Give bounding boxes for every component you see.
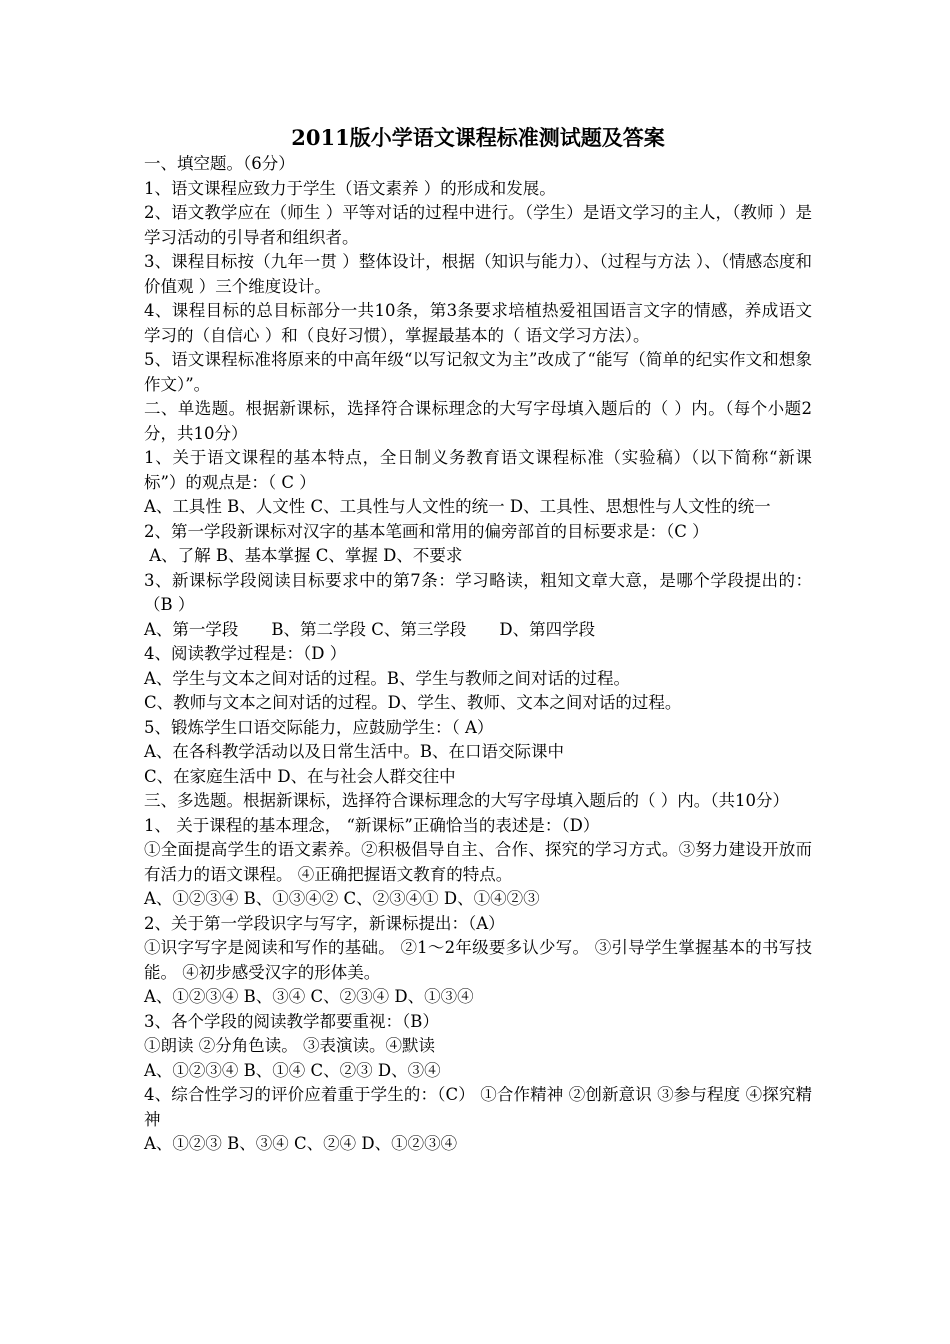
paragraph: A、了解 B、基本掌握 C、掌握 D、不要求 [144, 546, 463, 565]
section-heading-multi-choice: 三、多选题。根据新课标，选择符合课标理念的大写字母填入题后的（ ）内。（共10分） [144, 791, 789, 810]
paragraph: ①识字写字是阅读和写作的基础。 ②1～2年级要多认少写。 ③引导学生掌握基本的书写技能。 ④初步感受汉字的形体美。 [144, 938, 812, 982]
paragraph: C、教师与文本之间对话的过程。D、学生、教师、文本之间对话的过程。 [144, 693, 682, 712]
paragraph: C、在家庭生活中 D、在与社会人群交往中 [144, 766, 456, 786]
paragraph: 2、关于第一学段识字与写字，新课标提出：（A） [144, 913, 505, 933]
paragraph: ①朗读 ②分角色读。 ③表演读。④默读 [144, 1036, 435, 1055]
paragraph: 5、语文课程标准将原来的中高年级“以写记叙文为主”改成了“能写（简单的纪实作文和想象作文）”。 [144, 350, 812, 394]
paragraph: A、①②③ B、③④ C、②④ D、①②③④ [144, 1134, 458, 1153]
paragraph: A、第一学段 B、第二学段 C、第三学段 D、第四学段 [144, 619, 596, 639]
paragraph: 4、课程目标的总目标部分一共10条，第3条要求培植热爱祖国语言文字的情感，养成语文学习的（自信心 ）和（良好习惯），掌握最基本的（ 语文学习方法）。 [144, 301, 812, 345]
paragraph: 2、第一学段新课标对汉字的基本笔画和常用的偏旁部首的目标要求是：（C ） [144, 521, 709, 541]
paragraph: A、①②③④ B、①④ C、②③ D、③④ [144, 1060, 441, 1080]
paragraph: A、在各科教学活动以及日常生活中。B、在口语交际课中 [144, 742, 565, 761]
paragraph: 3、课程目标按（九年一贯 ）整体设计，根据（知识与能力）、（过程与方法 ）、（情感态度和价值观 ）三个维度设计。 [144, 252, 812, 296]
paragraph: 5、锻炼学生口语交际能力，应鼓励学生：（ A） [144, 717, 494, 737]
paragraph: A、学生与文本之间对话的过程。B、学生与教师之间对话的过程。 [144, 668, 631, 688]
paragraph: ①全面提高学生的语文素养。②积极倡导自主、合作、探究的学习方式。③努力建设开放而有活力的语文课程。 ④正确把握语文教育的特点。 [144, 840, 812, 884]
paragraph: 4、综合性学习的评价应着重于学生的：（C） ①合作精神 ②创新意识 ③参与程度 ④探究精神 [144, 1085, 812, 1129]
paragraph: A、①②③④ B、③④ C、②③④ D、①③④ [144, 987, 474, 1006]
section-heading-single-choice: 二、单选题。根据新课标，选择符合课标理念的大写字母填入题后的（ ）内。（每个小题2分，共10分） [144, 399, 812, 443]
paragraph: 3、新课标学段阅读目标要求中的第7条：学习略读，粗知文章大意，是哪个学段提出的：（B ） [144, 570, 812, 614]
paragraph: 4、阅读教学过程是：（D ） [144, 644, 347, 663]
paragraph: 1、关于语文课程的基本特点，全日制义务教育语文课程标准（实验稿）（以下简称“新课标”）的观点是：（ C ） [144, 448, 812, 492]
paragraph: 2、语文教学应在（师生 ）平等对话的过程中进行。（学生）是语文学习的主人，（教师 ）是学习活动的引导者和组织者。 [144, 203, 812, 247]
paragraph: A、工具性 B、人文性 C、工具性与人文性的统一 D、工具性、思想性与人文性的统一 [144, 497, 771, 516]
paragraph: A、①②③④ B、①③④② C、②③④① D、①④②③ [144, 889, 540, 908]
paragraph: 1、语文课程应致力于学生（语文素养 ）的形成和发展。 [144, 178, 556, 198]
paragraph: 1、 关于课程的基本理念， “新课标”正确恰当的表述是：（D） [144, 815, 600, 835]
paragraph: 3、各个学段的阅读教学都要重视：（B） [144, 1011, 439, 1031]
document-body [144, 124, 812, 1157]
section-heading-fill-blank: 一、填空题。（6分） [144, 154, 295, 173]
document-title: 2011版小学语文课程标准测试题及答案 [291, 125, 665, 150]
